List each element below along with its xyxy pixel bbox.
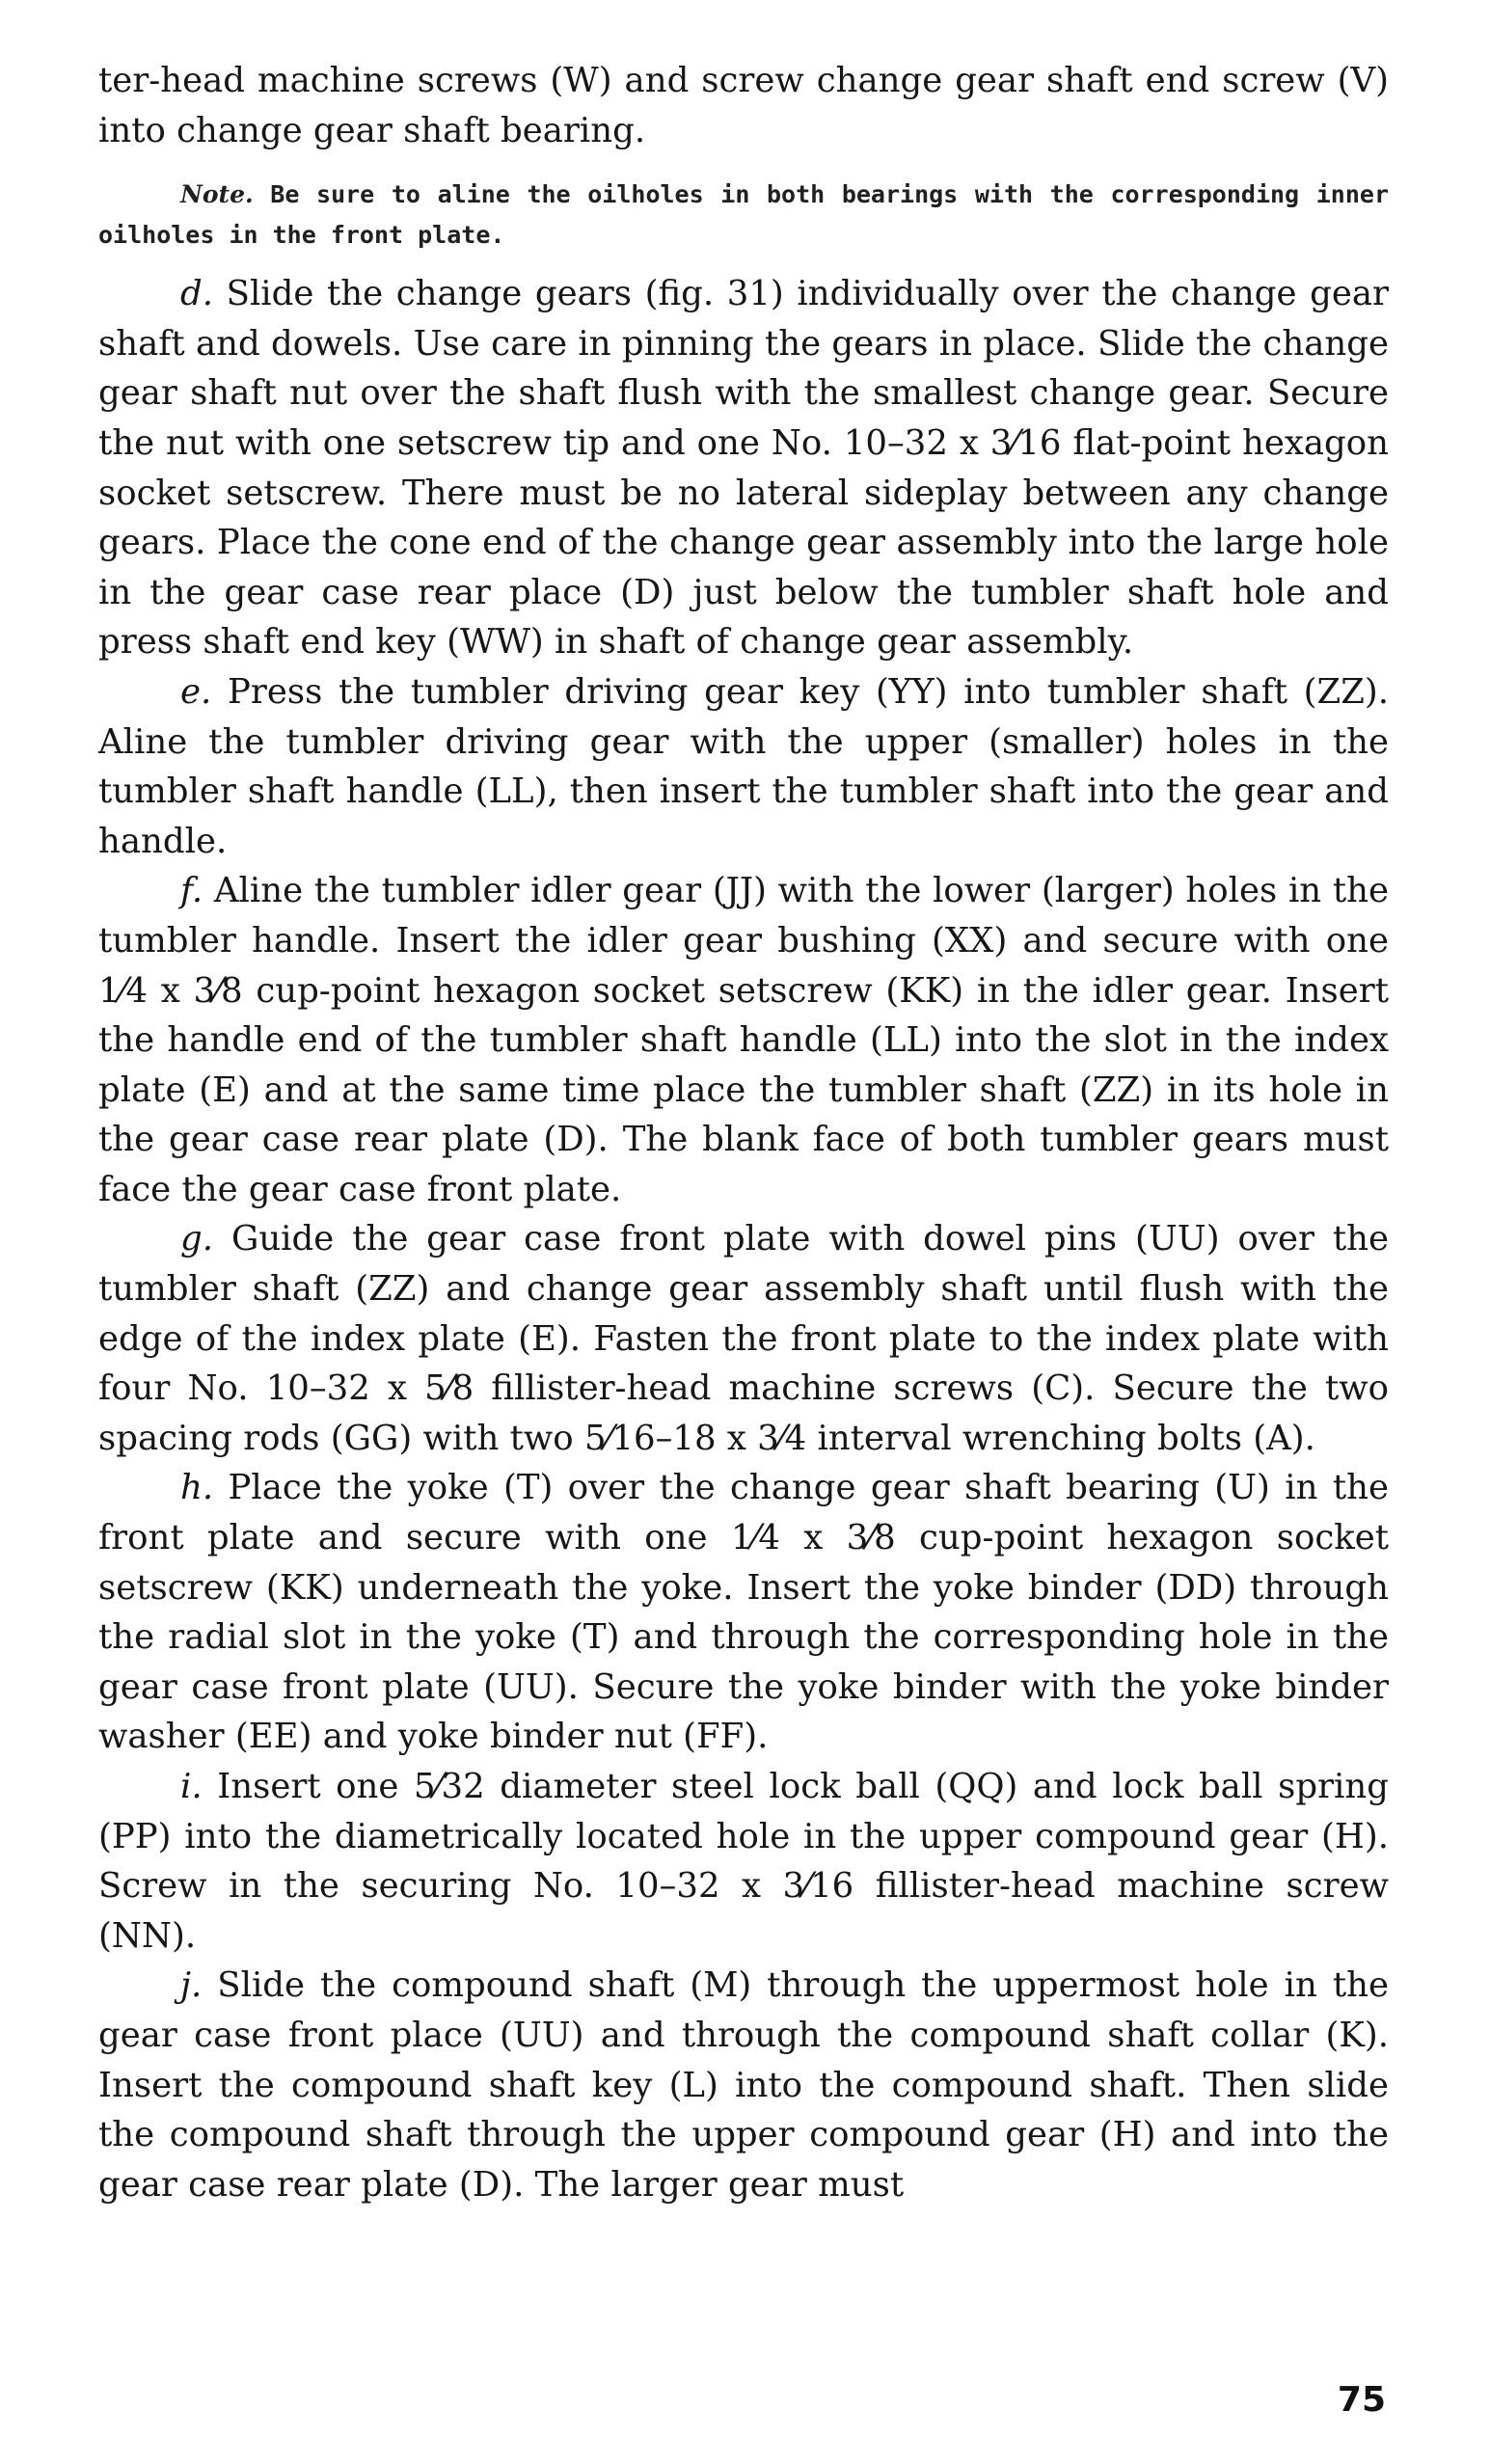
paragraph-j [98,1961,1389,2209]
note-paragraph [98,175,1389,256]
paragraph-g [98,1214,1389,1463]
paragraph-e [98,667,1389,866]
paragraph-continuation-text: ter-head machine screws (W) and screw change gear shaft end screw (V) into change gear shaft bearing. [98,61,1389,150]
note-label: Note. [180,180,254,209]
paragraph-h-letter: h. [180,1468,214,1508]
paragraph-e-letter: e. [180,671,212,712]
paragraph-d-text: Slide the change gears (fig. 31) individually over the change gear shaft and dowels. Use care in pinning the gears in place. Slide the change gear shaft nut over the shaft flush with the smallest change gear. Secure the nut with one setscrew tip and one No. 10–32 x 3⁄16 flat-point hexagon socket setscrew. There must be no lateral sideplay between any change gears. Place the cone end of the change gear assembly into the large hole in the gear case rear place (D) just below the tumbler shaft hole and press shaft end key (WW) in shaft of change gear assembly. [98,274,1389,663]
paragraph-continuation [98,56,1389,155]
paragraph-e-text: Press the tumbler driving gear key (YY) into tumbler shaft (ZZ). Aline the tumbler driving gear with the upper (smaller) holes in the tumbler shaft handle (LL), then insert the tumbler shaft into the gear and handle. [98,671,1389,861]
paragraph-g-text: Guide the gear case front plate with dowel pins (UU) over the tumbler shaft (ZZ) and change gear assembly shaft until flush with the edge of the index plate (E). Fasten the front plate to the index plate with four No. 10–32 x 5⁄8 fillister-head machine screws (C). Secure the two spacing rods (GG) with two 5⁄16–18 x 3⁄4 interval wrenching bolts (A). [98,1219,1389,1458]
page-number: 75 [1337,2380,1386,2420]
paragraph-j-text: Slide the compound shaft (M) through the uppermost hole in the gear case front place (UU) and through the compound shaft collar (K). Insert the compound shaft key (L) into the compound shaft. Then slide the compound shaft through the upper compound gear (H) and into the gear case rear plate (D). The larger gear must [98,1965,1389,2205]
paragraph-j-letter: j. [180,1965,203,2006]
paragraph-h-text: Place the yoke (T) over the change gear shaft bearing (U) in the front plate and secure with one 1⁄4 x 3⁄8 cup-point hexagon socket setscrew (KK) underneath the yoke. Insert the yoke binder (DD) through the radial slot in the yoke (T) and through the corresponding hole in the gear case front plate (UU). Secure the yoke binder with the yoke binder washer (EE) and yoke binder nut (FF). [98,1468,1389,1757]
paragraph-d-letter: d. [180,274,214,314]
paragraph-d [98,269,1389,667]
paragraph-f-text: Aline the tumbler idler gear (JJ) with the lower (larger) holes in the tumbler handle. Insert the idler gear bushing (XX) and secure with one 1⁄4 x 3⁄8 cup-point hexagon socket setscrew (KK) in the idler gear. Insert the handle end of the tumbler shaft handle (LL) into the slot in the index plate (E) and at the same time place the tumbler shaft (ZZ) in its hole in the gear case rear plate (D). The blank face of both tumbler gears must face the gear case front plate. [98,871,1389,1209]
paragraph-g-letter: g. [180,1219,214,1259]
paragraph-f-letter: f. [180,871,203,911]
paragraph-h [98,1463,1389,1762]
paragraph-f [98,866,1389,1214]
paragraph-i-letter: i. [180,1767,203,1806]
document-page [98,56,1389,2209]
paragraph-i-text: Insert one 5⁄32 diameter steel lock ball (QQ) and lock ball spring (PP) into the diametrically located hole in the upper compound gear (H). Screw in the securing No. 10–32 x 3⁄16 fillister-head machine screw (NN). [98,1767,1389,1956]
paragraph-i [98,1762,1389,1961]
note-text: Be sure to aline the oilholes in both bearings with the corresponding inner oilholes in the front plate. [98,180,1389,250]
